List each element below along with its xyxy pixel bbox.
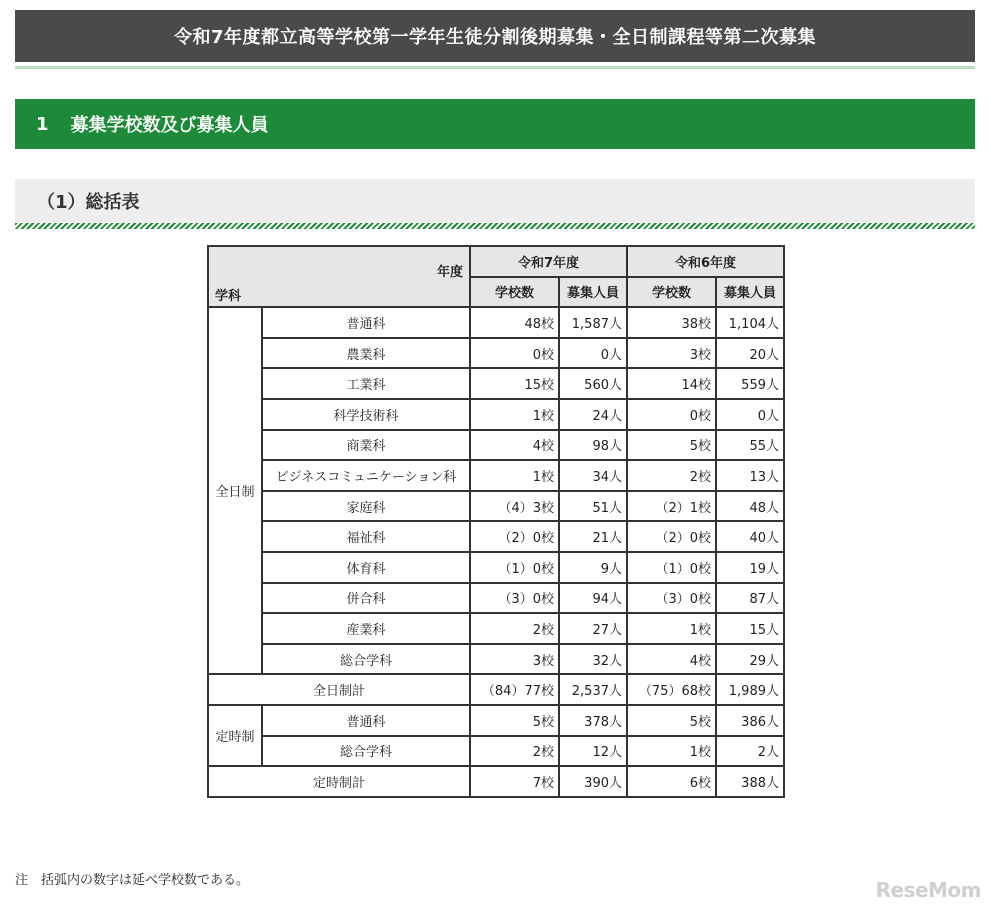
r7-capacity: 24人: [559, 399, 627, 430]
dept-name: 工業科: [262, 368, 470, 399]
dept-name: 総合学科: [262, 644, 470, 675]
table-row: [208, 613, 784, 644]
r7-capacity: 9人: [559, 552, 627, 583]
r7-schools: 0校: [470, 338, 559, 369]
r6-capacity: 1,989人: [716, 674, 784, 705]
table-row: [208, 460, 784, 491]
r6-capacity: 559人: [716, 368, 784, 399]
dept-name: 総合学科: [262, 736, 470, 767]
table-row: [208, 736, 784, 767]
r6-capacity: 0人: [716, 399, 784, 430]
r6-schools: （2）1校: [627, 491, 716, 522]
dept-name: 科学技術科: [262, 399, 470, 430]
dept-name: 併合科: [262, 583, 470, 614]
r6-schools: 38校: [627, 307, 716, 338]
r6-schools: 14校: [627, 368, 716, 399]
r6-schools: 1校: [627, 613, 716, 644]
r7-schools: （84）77校: [470, 674, 559, 705]
header-capacity-r6: 募集人員: [716, 277, 784, 308]
subsection-divider: [15, 223, 975, 229]
section-heading: [15, 99, 975, 149]
dept-name: 産業科: [262, 613, 470, 644]
r6-schools: （75）68校: [627, 674, 716, 705]
header-year-r6: 令和6年度: [627, 246, 784, 277]
r6-capacity: 15人: [716, 613, 784, 644]
corner-year-label: 年度: [436, 265, 463, 280]
r6-schools: 4校: [627, 644, 716, 675]
r6-capacity: 29人: [716, 644, 784, 675]
footnote: 注 括弧内の数字は延べ学校数である。: [15, 873, 250, 888]
table-row: [208, 521, 784, 552]
corner-dept-label: 学科: [215, 289, 242, 304]
header-year-r7: 令和7年度: [470, 246, 627, 277]
table-row: [208, 307, 784, 338]
r7-capacity: 32人: [559, 644, 627, 675]
r7-schools: 1校: [470, 399, 559, 430]
r7-schools: 4校: [470, 430, 559, 461]
r7-capacity: 34人: [559, 460, 627, 491]
r6-capacity: 87人: [716, 583, 784, 614]
r6-capacity: 40人: [716, 521, 784, 552]
r6-schools: 5校: [627, 430, 716, 461]
r7-schools: 2校: [470, 613, 559, 644]
title-divider: [15, 66, 975, 69]
r6-capacity: 19人: [716, 552, 784, 583]
header-capacity-r7: 募集人員: [559, 277, 627, 308]
r7-capacity: 0人: [559, 338, 627, 369]
r7-schools: （3）0校: [470, 583, 559, 614]
subsection-heading: （1）総括表: [15, 179, 975, 223]
table-row: [208, 430, 784, 461]
r6-capacity: 55人: [716, 430, 784, 461]
table-row: [208, 368, 784, 399]
r6-capacity: 20人: [716, 338, 784, 369]
summary-table: [207, 245, 785, 798]
r7-capacity: 27人: [559, 613, 627, 644]
header-corner: [208, 246, 470, 307]
header-row-years: [208, 246, 784, 277]
r7-schools: 48校: [470, 307, 559, 338]
r6-schools: 3校: [627, 338, 716, 369]
header-schools-r7: 学校数: [470, 277, 559, 308]
r7-capacity: 378人: [559, 705, 627, 736]
dept-name: 福祉科: [262, 521, 470, 552]
r7-schools: 3校: [470, 644, 559, 675]
r6-schools: 2校: [627, 460, 716, 491]
table-row: [208, 583, 784, 614]
page-title: 令和7年度都立高等学校第一学年生徒分割後期募集・全日制課程等第二次募集: [15, 10, 975, 62]
r7-capacity: 21人: [559, 521, 627, 552]
dept-name: 商業科: [262, 430, 470, 461]
dept-name: ビジネスコミュニケーション科: [262, 460, 470, 491]
r6-schools: （3）0校: [627, 583, 716, 614]
r7-capacity: 1,587人: [559, 307, 627, 338]
r7-capacity: 2,537人: [559, 674, 627, 705]
table-row: [208, 399, 784, 430]
header-schools-r6: 学校数: [627, 277, 716, 308]
r7-schools: 15校: [470, 368, 559, 399]
table-row: [208, 705, 784, 736]
r6-capacity: 388人: [716, 766, 784, 797]
r6-capacity: 386人: [716, 705, 784, 736]
table-row: [208, 338, 784, 369]
dept-name: 普通科: [262, 307, 470, 338]
r6-capacity: 48人: [716, 491, 784, 522]
r6-schools: （2）0校: [627, 521, 716, 552]
r7-capacity: 390人: [559, 766, 627, 797]
r6-schools: 1校: [627, 736, 716, 767]
r7-capacity: 12人: [559, 736, 627, 767]
resemom-logo: ReseMom: [875, 878, 981, 902]
dept-name: 体育科: [262, 552, 470, 583]
r7-schools: 1校: [470, 460, 559, 491]
section-title: 募集学校数及び募集人員: [70, 115, 269, 136]
r6-schools: 0校: [627, 399, 716, 430]
r7-schools: 5校: [470, 705, 559, 736]
r7-capacity: 560人: [559, 368, 627, 399]
table-row: [208, 552, 784, 583]
r6-schools: （1）0校: [627, 552, 716, 583]
total-row: [208, 674, 784, 705]
dept-name: 普通科: [262, 705, 470, 736]
r7-schools: （2）0校: [470, 521, 559, 552]
total-label: 定時制計: [208, 766, 470, 797]
r7-schools: 7校: [470, 766, 559, 797]
total-row: [208, 766, 784, 797]
total-label: 全日制計: [208, 674, 470, 705]
r6-schools: 6校: [627, 766, 716, 797]
section-number: 1: [36, 113, 49, 135]
r7-capacity: 51人: [559, 491, 627, 522]
r6-capacity: 13人: [716, 460, 784, 491]
r7-capacity: 94人: [559, 583, 627, 614]
r7-capacity: 98人: [559, 430, 627, 461]
group-label: 全日制: [208, 307, 262, 674]
dept-name: 家庭科: [262, 491, 470, 522]
r6-schools: 5校: [627, 705, 716, 736]
r6-capacity: 2人: [716, 736, 784, 767]
table-row: [208, 644, 784, 675]
r7-schools: （4）3校: [470, 491, 559, 522]
r7-schools: （1）0校: [470, 552, 559, 583]
group-label: 定時制: [208, 705, 262, 766]
dept-name: 農業科: [262, 338, 470, 369]
table-row: [208, 491, 784, 522]
r7-schools: 2校: [470, 736, 559, 767]
r6-capacity: 1,104人: [716, 307, 784, 338]
